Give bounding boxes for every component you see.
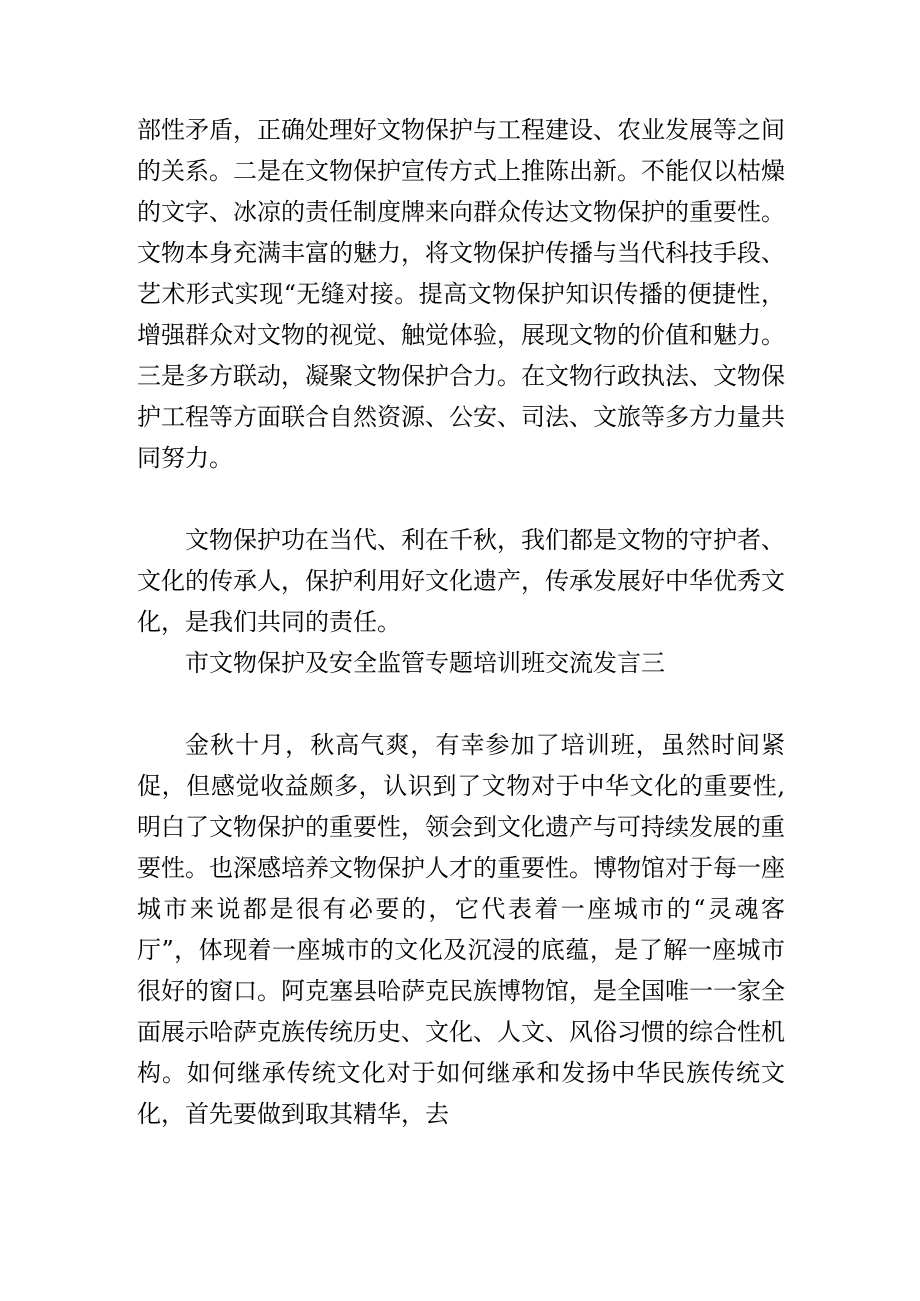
paragraph-continued: 部性矛盾，正确处理好文物保护与工程建设、农业发展等之间的关系。二是在文物保护宣传方式上推陈出新。不能仅以枯燥的文字、冰凉的责任制度牌来向群众传达文物保护的重要性。文物本身充满丰富的魅力，将文物保护传播与当代科技手段、艺术形式实现“无缝对接。提高文物保护知识传播的便捷性，增强群众对文物的视觉、触觉体验，展现文物的价值和魅力。三是多方联动，凝聚文物保护合力。在文物行政执法、文物保护工程等方面联合自然资源、公安、司法、文旅等多方力量共同努力。 xyxy=(137,116,785,472)
paragraph-speech-three: 金秋十月，秋高气爽，有幸参加了培训班，虽然时间紧促，但感觉收益颇多，认识到了文物对于中华文化的重要性,明白了文物保护的重要性，领会到文化遗产与可持续发展的重要性。也深感培养文物保护人才的重要性。博物馆对于每一座城市来说都是很有必要的，它代表着一座城市的“灵魂客厅”，体现着一座城市的文化及沉浸的底蕴，是了解一座城市很好的窗口。阿克塞县哈萨克民族博物馆，是全国唯一一家全面展示哈萨克族传统历史、文化、人文、风俗习惯的综合性机构。如何继承传统文化对于如何继承和发扬中华民族传统文化，首先要做到取其精华，去 xyxy=(137,731,785,1128)
document-body xyxy=(137,110,785,1135)
section-heading: 市文物保护及安全监管专题培训班交流发言三 xyxy=(185,649,665,677)
paragraph-closing: 文物保护功在当代、利在千秋，我们都是文物的守护者、文化的传承人，保护利用好文化遗产，传承发展好中华优秀文化，是我们共同的责任。 xyxy=(137,526,785,636)
